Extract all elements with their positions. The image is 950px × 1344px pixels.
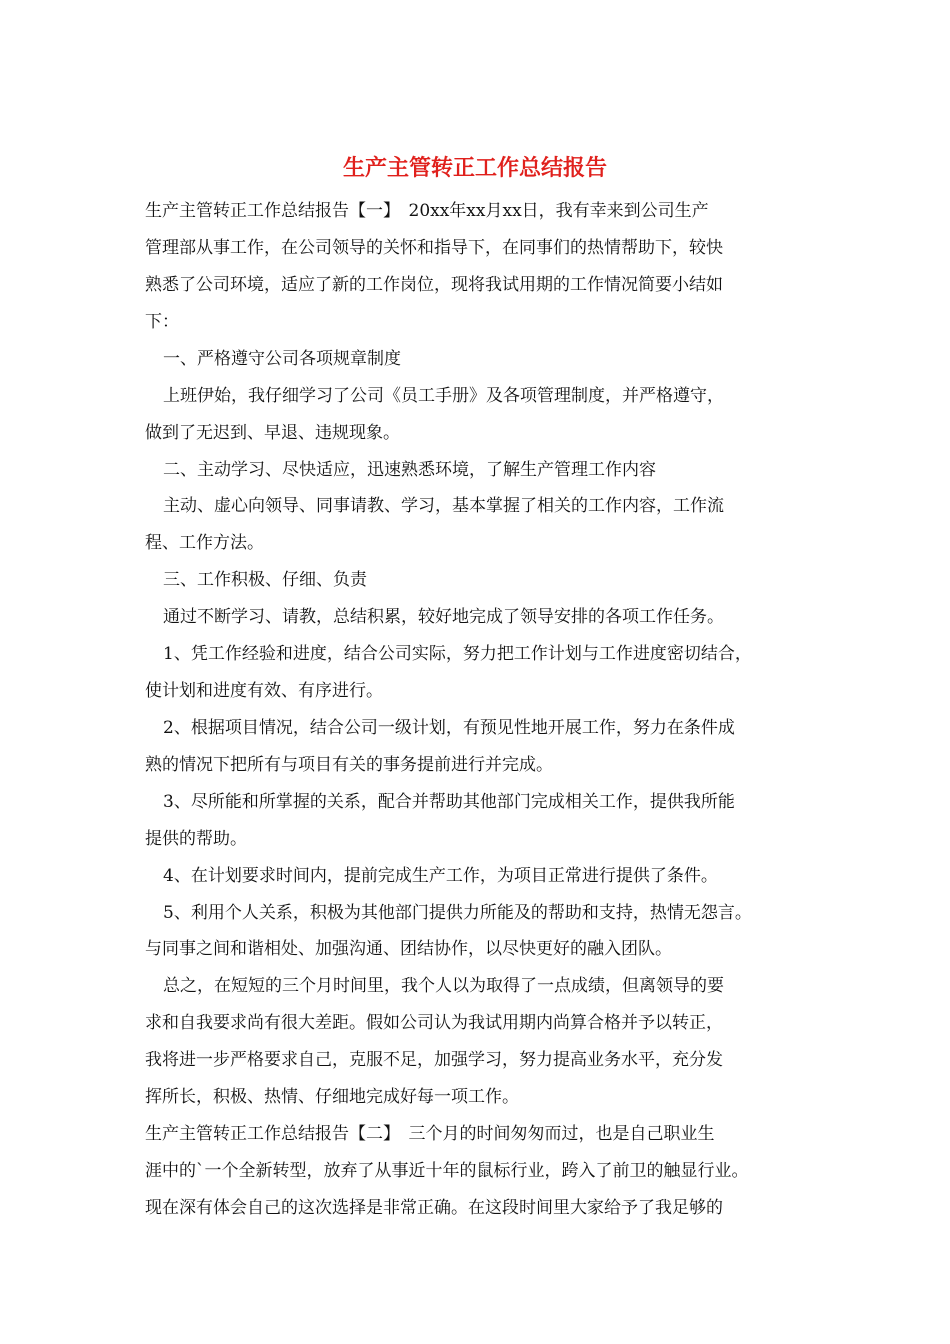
text-line: 主动、虚心向领导、同事请教、学习，基本掌握了相关的工作内容，工作流 xyxy=(163,496,724,516)
text-line: 总之，在短短的三个月时间里，我个人以为取得了一点成绩，但离领导的要 xyxy=(163,976,724,996)
text-line: 求和自我要求尚有很大差距。假如公司认为我试用期内尚算合格并予以转正， xyxy=(145,1013,723,1033)
text-line: 熟悉了公司环境，适应了新的工作岗位，现将我试用期的工作情况简要小结如 xyxy=(145,275,723,295)
text-line: 涯中的`一个全新转型，放弃了从事近十年的鼠标行业，跨入了前卫的触显行业。 xyxy=(145,1161,749,1181)
list-item: 3、尽所能和所掌握的关系，配合并帮助其他部门完成相关工作，提供我所能 xyxy=(163,792,735,812)
text-line: 我将进一步严格要求自己，克服不足，加强学习，努力提高业务水平，充分发 xyxy=(145,1050,723,1070)
list-item: 2、根据项目情况，结合公司一级计划，有预见性地开展工作，努力在条件成 xyxy=(163,718,735,738)
text-line: 生产主管转正工作总结报告【二】 三个月的时间匆匆而过，也是自己职业生 xyxy=(145,1124,715,1144)
section-heading: 一、严格遵守公司各项规章制度 xyxy=(163,349,401,369)
text-line: 熟的情况下把所有与项目有关的事务提前进行并完成。 xyxy=(145,755,553,775)
text-line: 与同事之间和谐相处、加强沟通、团结协作，以尽快更好的融入团队。 xyxy=(145,939,672,959)
text-line: 现在深有体会自己的这次选择是非常正确。在这段时间里大家给予了我足够的 xyxy=(145,1198,723,1218)
text-line: 通过不断学习、请教，总结积累，较好地完成了领导安排的各项工作任务。 xyxy=(163,607,724,627)
text-line: 使计划和进度有效、有序进行。 xyxy=(145,681,383,701)
section-heading: 三、工作积极、仔细、负责 xyxy=(163,570,367,590)
list-item: 5、利用个人关系，积极为其他部门提供力所能及的帮助和支持，热情无怨言。 xyxy=(163,903,752,923)
text-line: 上班伊始，我仔细学习了公司《员工手册》及各项管理制度，并严格遵守， xyxy=(163,386,724,406)
section-heading: 二、主动学习、尽快适应，迅速熟悉环境，了解生产管理工作内容 xyxy=(163,460,656,480)
text-line: 提供的帮助。 xyxy=(145,829,247,849)
text-line: 挥所长，积极、热情、仔细地完成好每一项工作。 xyxy=(145,1087,519,1107)
text-line: 管理部从事工作，在公司领导的关怀和指导下，在同事们的热情帮助下，较快 xyxy=(145,238,723,258)
list-item: 4、在计划要求时间内，提前完成生产工作，为项目正常进行提供了条件。 xyxy=(163,866,718,886)
text-line: 生产主管转正工作总结报告【一】 20xx年xx月xx日，我有幸来到公司生产 xyxy=(145,201,709,221)
list-item: 1、凭工作经验和进度，结合公司实际，努力把工作计划与工作进度密切结合， xyxy=(163,644,752,664)
text-line: 程、工作方法。 xyxy=(145,533,264,553)
document-title: 生产主管转正工作总结报告 xyxy=(342,155,607,181)
text-line: 做到了无迟到、早退、违规现象。 xyxy=(145,423,400,443)
text-line: 下： xyxy=(145,312,179,332)
